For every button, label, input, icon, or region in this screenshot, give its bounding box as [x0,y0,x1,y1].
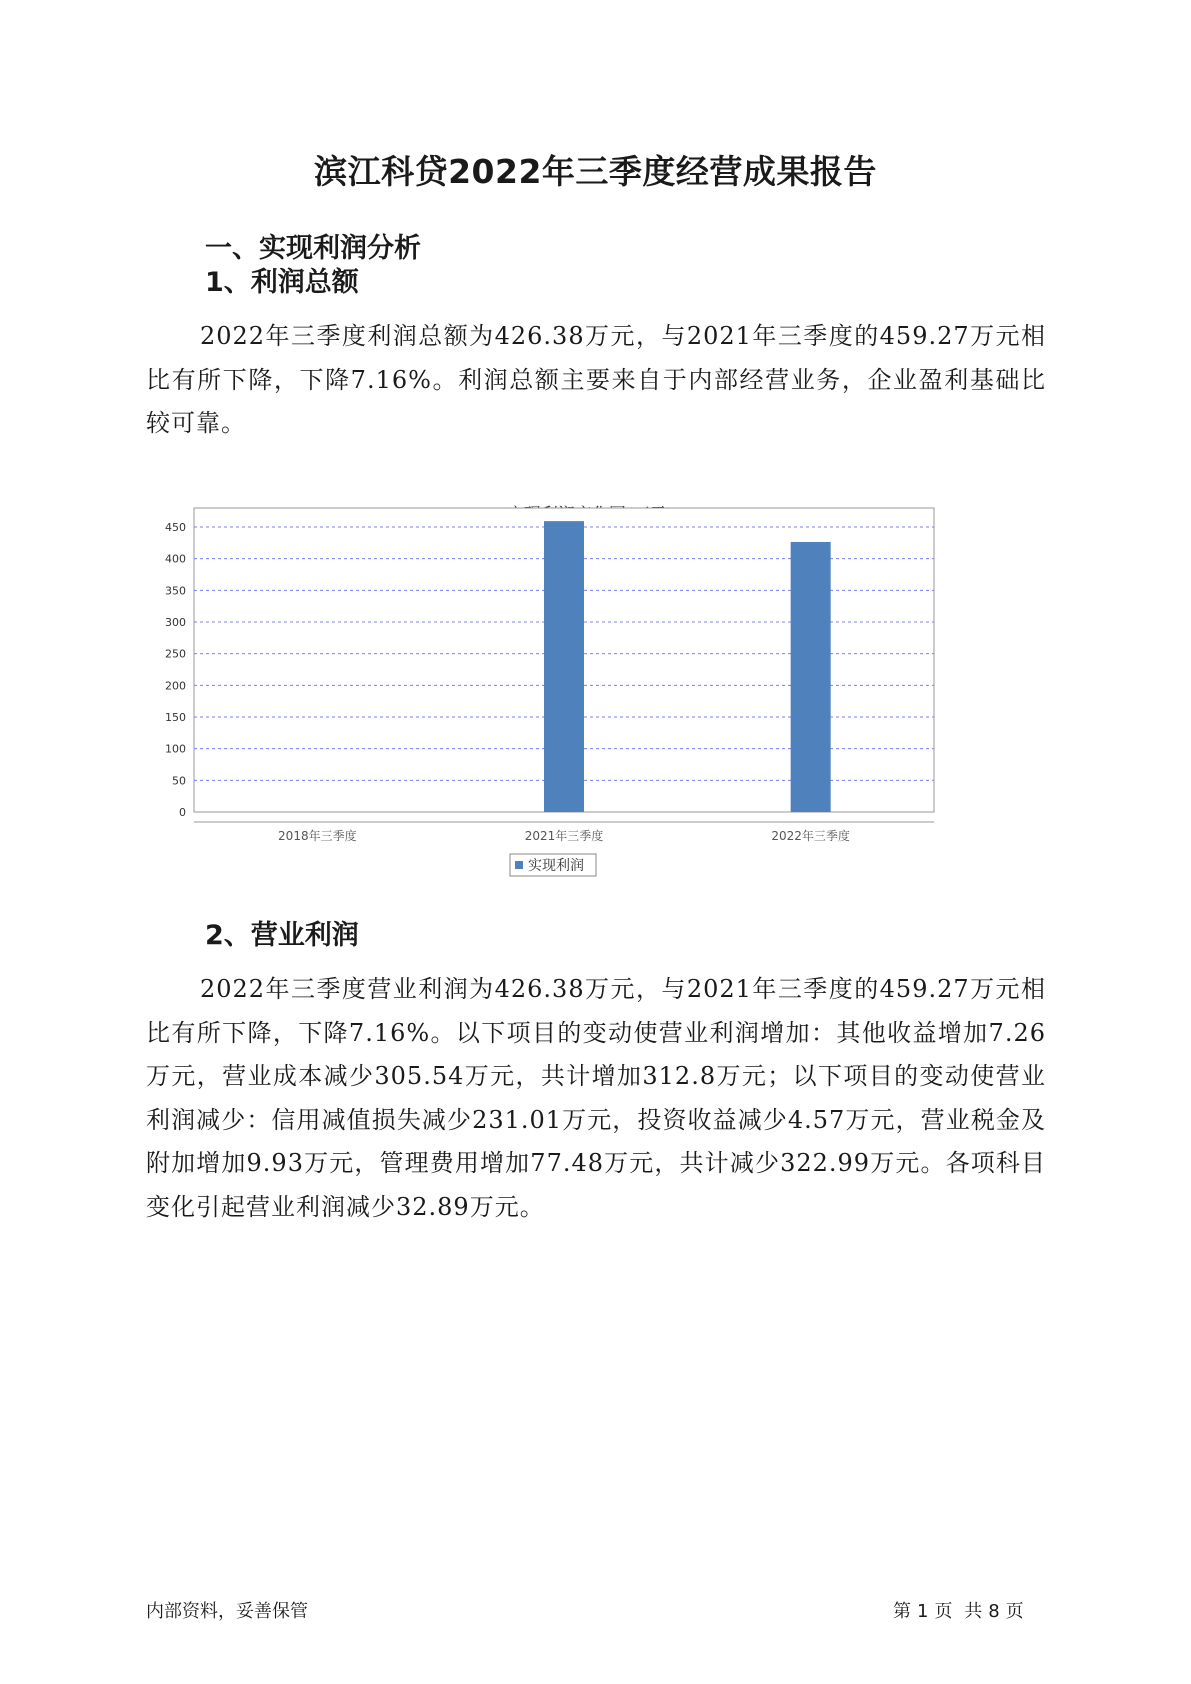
page-label-mid: 页 [934,1601,953,1622]
y-tick-label: 100 [165,742,186,756]
y-tick-label: 450 [165,521,186,534]
y-tick-label: 350 [165,584,186,598]
x-tick-label: 2022年三季度 [771,829,850,843]
subsection-heading-operating-profit: 2、营业利润 [205,920,359,951]
y-tick-label: 300 [165,616,186,629]
page-label-prefix: 第 [893,1601,911,1622]
paragraph-operating-profit: 2022年三季度营业利润为426.38万元，与2021年三季度的459.27万元相比有所下降，下降7.16%。以下项目的变动使营业利润增加：其他收益增加7.26万元，营业成本减少305.54万元，共计增加312.8万元；以下项目的变动使营业利润减少：信用减值损失减少231.01万元，投资收益减少4.57万元，营业税金及附加增加9.93万元，管理费用增加77.48万元，共计减少322.99万元。各项科目变化引起营业利润减少32.89万元。 [146,975,1046,1221]
legend-label: 实现利润 [528,858,584,874]
bar [544,521,584,812]
total-label-suffix: 页 [1005,1601,1024,1622]
bar [791,542,831,812]
legend-swatch [515,861,523,869]
page-current: 1 [917,1601,929,1622]
y-tick-label: 50 [172,774,186,788]
x-tick-label: 2021年三季度 [524,829,604,843]
paragraph-total-profit: 2022年三季度利润总额为426.38万元，与2021年三季度的459.27万元相比有所下降，下降7.16%。利润总额主要来自于内部经营业务，企业盈利基础比较可靠。 [146,322,1046,437]
total-label-prefix: 共 [964,1601,983,1622]
y-tick-label: 200 [165,679,186,693]
report-title: 滨江科贷2022年三季度经营成果报告 [314,152,877,191]
footer-confidential-note: 内部资料，妥善保管 [146,1601,308,1622]
page-total: 8 [988,1601,1000,1622]
y-tick-label: 250 [165,647,186,661]
y-tick-label: 0 [179,806,186,819]
footer-page-number [893,1597,1030,1623]
chart-canvas [150,500,1030,960]
section-heading-profit-analysis: 一、实现利润分析 [205,233,421,264]
profit-bar-chart [150,500,1030,960]
y-tick-label: 400 [165,552,186,566]
x-tick-label: 2018年三季度 [278,829,357,843]
y-tick-label: 150 [165,711,186,724]
subsection-heading-total-profit: 1、利润总额 [205,267,359,298]
